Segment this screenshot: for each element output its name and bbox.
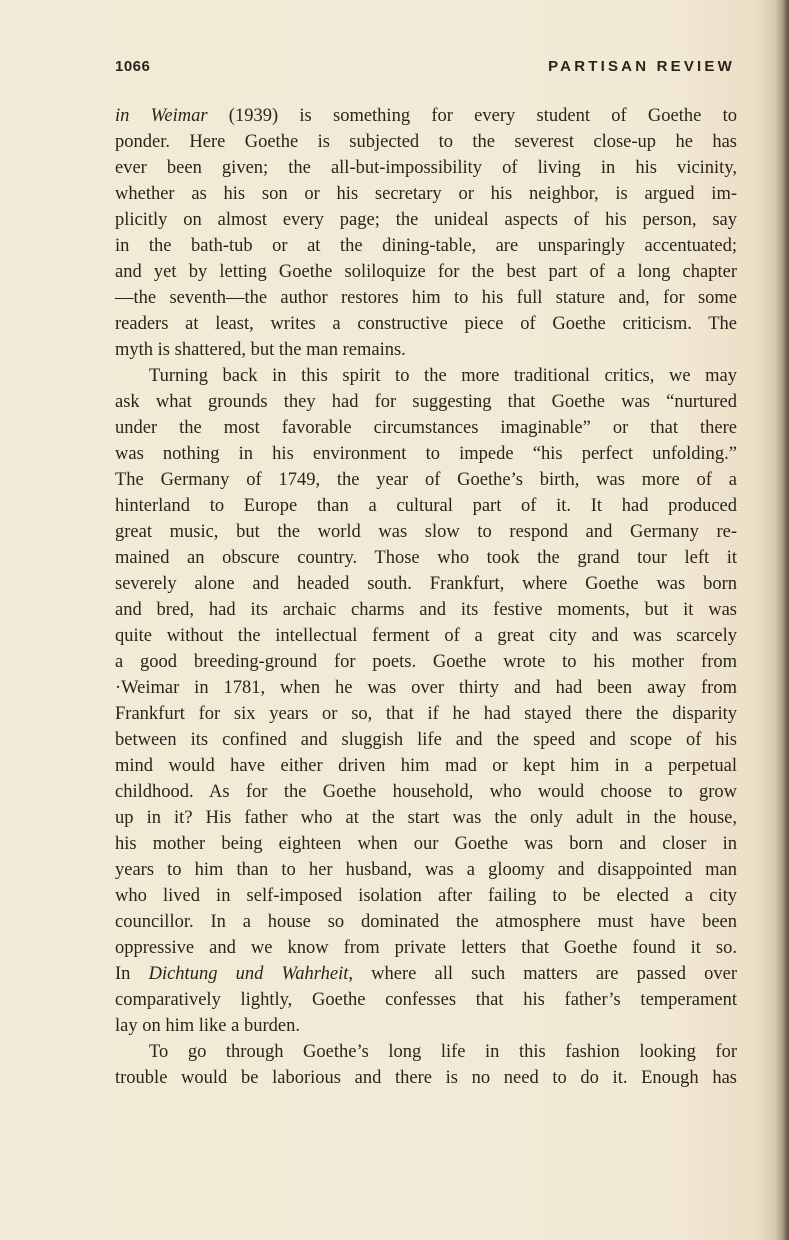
text-line: under the most favorable circumstances imaginable” or that there [115,418,737,438]
text-line: In Dichtung und Wahrheit, where all such matters are passed over [115,964,737,984]
text-line: oppressive and we know from private letters that Goethe found it so. [115,938,737,958]
text-line: and yet by letting Goethe soliloquize for the best part of a long chapter [115,262,737,282]
text-line: and bred, had its archaic charms and its festive moments, but it was [115,600,737,620]
text-line: great music, but the world was slow to respond and Germany re- [115,522,737,542]
text-line: who lived in self-imposed isolation after failing to be elected a city [115,886,737,906]
text-line: readers at least, writes a constructive piece of Goethe criticism. The [115,314,737,334]
text-line: ask what grounds they had for suggesting that Goethe was “nurtured [115,392,737,412]
text-line: a good breeding-ground for poets. Goethe wrote to his mother from [115,652,737,672]
spine-shadow [775,0,789,1240]
text-line: childhood. As for the Goethe household, who would choose to grow [115,782,737,802]
text-line: whether as his son or his secretary or his neighbor, is argued im- [115,184,737,204]
text-line: councillor. In a house so dominated the atmosphere must have been [115,912,737,932]
text-line: comparatively lightly, Goethe confesses that his father’s temperament [115,990,737,1010]
text-line: lay on him like a burden. [115,1016,300,1036]
page-number: 1066 [115,58,151,75]
text-line: his mother being eighteen when our Goethe was born and closer in [115,834,737,854]
running-head [115,58,735,82]
body-text [115,103,737,1091]
text-line: mained an obscure country. Those who took the grand tour left it [115,548,737,568]
text-line: was nothing in his environment to impede “his perfect unfolding.” [115,444,737,464]
text-line: trouble would be laborious and there is no need to do it. Enough has [115,1068,737,1088]
text-line: in Weimar (1939) is something for every student of Goethe to [115,106,737,126]
text-line: quite without the intellectual ferment of a great city and was scarcely [115,626,737,646]
text-line: in the bath-tub or at the dining-table, are unsparingly accentuated; [115,236,737,256]
text-line: between its confined and sluggish life and the speed and scope of his [115,730,737,750]
journal-title: PARTISAN REVIEW [548,58,735,75]
text-line: mind would have either driven him mad or kept him in a perpetual [115,756,737,776]
text-line: hinterland to Europe than a cultural part of it. It had produced [115,496,737,516]
text-line: Turning back in this spirit to the more traditional critics, we may [149,366,737,386]
text-line: The Germany of 1749, the year of Goethe’s birth, was more of a [115,470,737,490]
text-line: myth is shattered, but the man remains. [115,340,406,360]
text-line: ponder. Here Goethe is subjected to the severest close-up he has [115,132,737,152]
text-line: ever been given; the all-but-impossibility of living in his vicinity, [115,158,737,178]
text-line: plicitly on almost every page; the unideal aspects of his person, say [115,210,737,230]
text-line: —the seventh—the author restores him to his full stature and, for some [115,288,737,308]
text-line: To go through Goethe’s long life in this fashion looking for [149,1042,737,1062]
text-line: ·Weimar in 1781, when he was over thirty and had been away from [115,678,737,698]
text-line: severely alone and headed south. Frankfurt, where Goethe was born [115,574,737,594]
text-line: Frankfurt for six years or so, that if he had stayed there the disparity [115,704,737,724]
text-line: up in it? His father who at the start was the only adult in the house, [115,808,737,828]
text-line: years to him than to her husband, was a gloomy and disappointed man [115,860,737,880]
